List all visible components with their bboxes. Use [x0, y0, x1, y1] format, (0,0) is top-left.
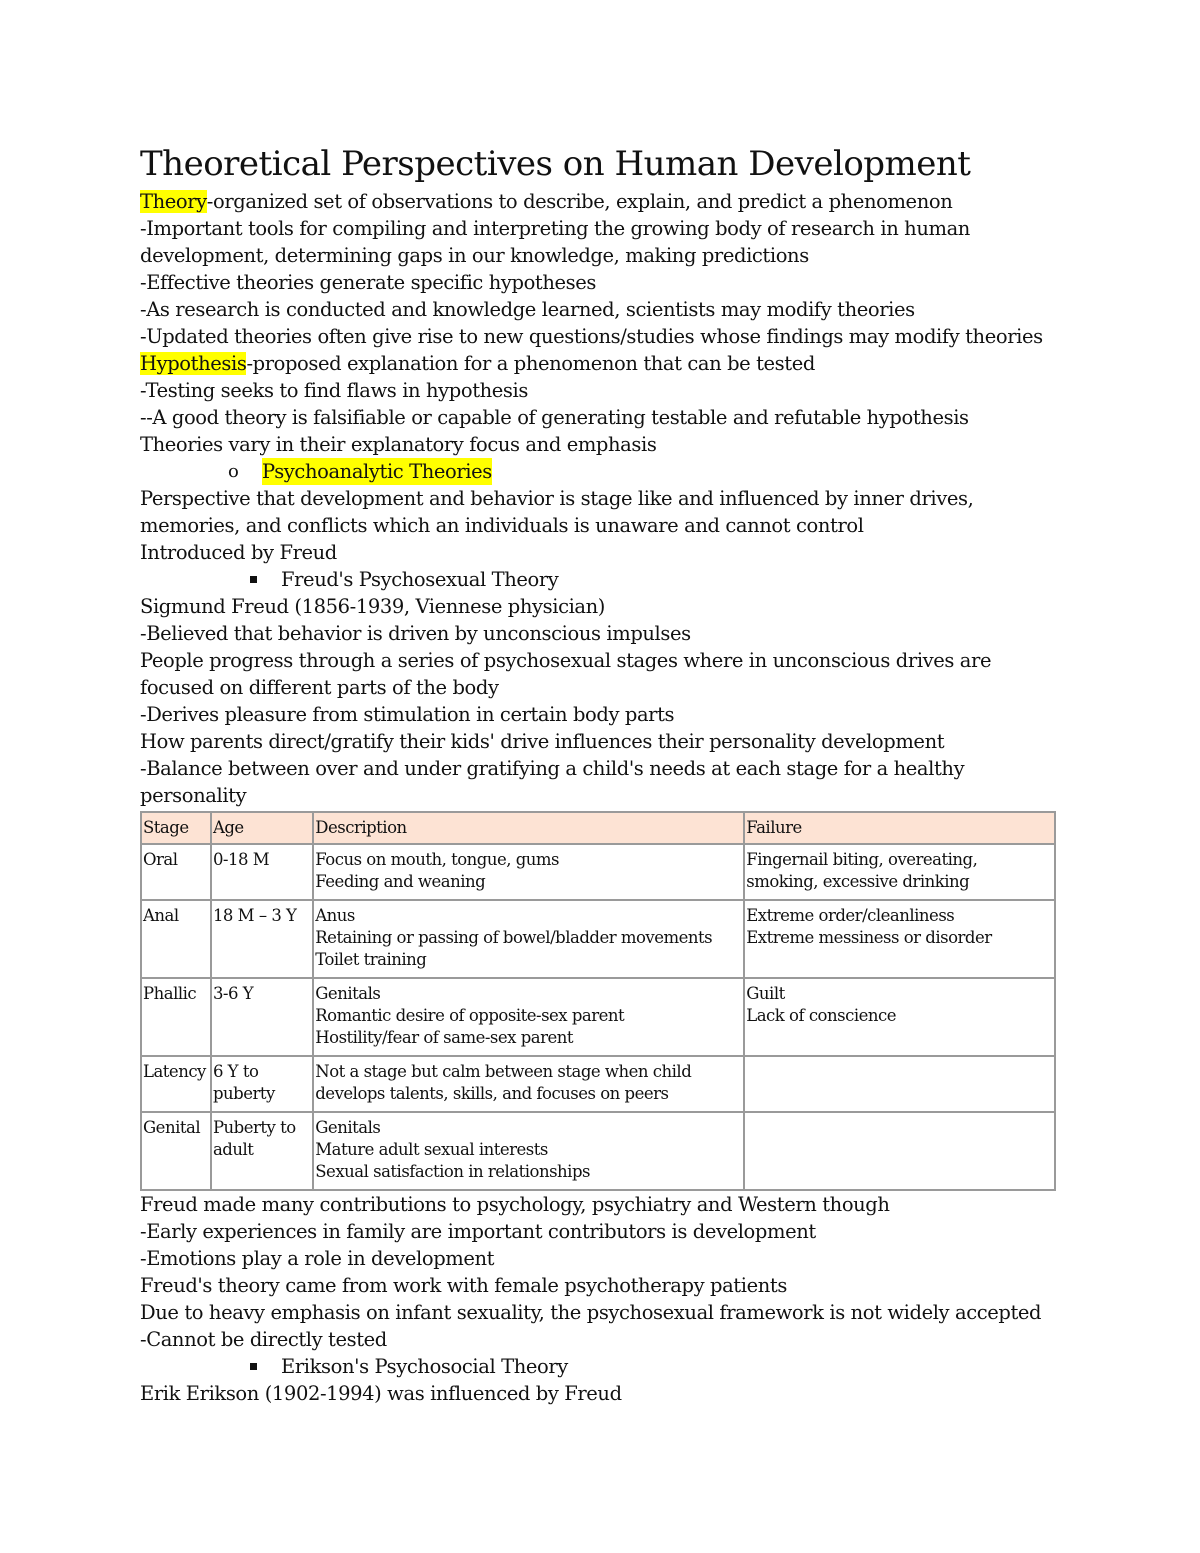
stage-cell: Latency — [141, 1056, 211, 1112]
description-line: Mature adult sexual interests — [315, 1140, 548, 1159]
failure-line: Fingernail biting, overeating, smoking, excessive drinking — [746, 850, 978, 891]
text-line: Freud's theory came from work with female psychotherapy patients — [140, 1274, 787, 1297]
failure-line: Lack of conscience — [746, 1006, 896, 1025]
stage-cell: Phallic — [141, 978, 211, 1056]
failure-cell — [744, 900, 1055, 978]
text-line: How parents direct/gratify their kids' drive influences their personality development — [140, 730, 945, 753]
circle-bullet-icon: o — [228, 461, 239, 482]
text-line: -Testing seeks to find flaws in hypothesis — [140, 379, 528, 402]
text-line: --A good theory is falsifiable or capable of generating testable and refutable hypothesis — [140, 406, 969, 429]
text-line: Freud made many contributions to psychology, psychiatry and Western though — [140, 1193, 890, 1216]
text-line: Theories vary in their explanatory focus and emphasis — [140, 433, 657, 456]
text-line: -Emotions play a role in development — [140, 1247, 495, 1270]
table-row — [141, 900, 1055, 978]
hypothesis-term: Hypothesis — [140, 352, 247, 375]
description-line: Sexual satisfaction in relationships — [315, 1162, 590, 1181]
stage-cell: Genital — [141, 1112, 211, 1190]
age-cell: 0-18 M — [211, 844, 313, 900]
failure-line: Guilt — [746, 984, 785, 1003]
age-cell: Puberty to adult — [211, 1112, 313, 1190]
text-line: People progress through a series of psychosexual stages where in unconscious drives are focused on different parts of the body — [140, 649, 992, 699]
description-line: Focus on mouth, tongue, gums — [315, 850, 560, 869]
description-line: Hostility/fear of same-sex parent — [315, 1028, 574, 1047]
description-cell — [313, 844, 744, 900]
description-cell — [313, 1112, 744, 1190]
text-line: Sigmund Freud (1856-1939, Viennese physician) — [140, 595, 606, 618]
text-line: Perspective that development and behavior is stage like and influenced by inner drives, memories, and conflicts which an individuals is unaware and cannot control — [140, 487, 974, 537]
psychoanalytic-heading — [140, 458, 1060, 485]
text-line: -As research is conducted and knowledge learned, scientists may modify theories — [140, 298, 915, 321]
document-page — [140, 140, 1060, 1407]
freud-heading — [140, 566, 1060, 593]
theory-definition — [140, 188, 1060, 215]
description-line: Toilet training — [315, 950, 427, 969]
freud-heading-text: Freud's Psychosexual Theory — [281, 568, 559, 591]
description-line: Romantic desire of opposite-sex parent — [315, 1006, 625, 1025]
description-line: Not a stage but calm between stage when child develops talents, skills, and focuses on peers — [315, 1062, 692, 1103]
failure-cell — [744, 978, 1055, 1056]
text-line: Erik Erikson (1902-1994) was influenced by Freud — [140, 1382, 622, 1405]
description-cell — [313, 978, 744, 1056]
stage-cell: Oral — [141, 844, 211, 900]
failure-cell — [744, 844, 1055, 900]
description-cell — [313, 1056, 744, 1112]
description-line: Genitals — [315, 1118, 381, 1137]
text-line: -Balance between over and under gratifying a child's needs at each stage for a healthy personality — [140, 757, 965, 807]
text-line: -Believed that behavior is driven by unconscious impulses — [140, 622, 691, 645]
psychoanalytic-heading-text: Psychoanalytic Theories — [262, 460, 492, 483]
text-line: -Important tools for compiling and interpreting the growing body of research in human development, determining gaps in our knowledge, making predictions — [140, 217, 970, 267]
table-header-row — [141, 812, 1055, 844]
age-cell: 6 Y to puberty — [211, 1056, 313, 1112]
age-cell: 18 M – 3 Y — [211, 900, 313, 978]
square-bullet-icon — [250, 1363, 257, 1370]
failure-line: Extreme order/cleanliness — [746, 906, 955, 925]
description-line: Retaining or passing of bowel/bladder movements — [315, 928, 713, 947]
square-bullet-icon — [250, 576, 257, 583]
age-cell: 3-6 Y — [211, 978, 313, 1056]
text-line: Introduced by Freud — [140, 541, 337, 564]
theory-def-text: -organized set of observations to describe, explain, and predict a phenomenon — [206, 190, 953, 213]
header-failure: Failure — [744, 812, 1055, 844]
description-line: Feeding and weaning — [315, 872, 486, 891]
psychosexual-stages-table — [140, 811, 1056, 1191]
header-age: Age — [211, 812, 313, 844]
header-stage: Stage — [141, 812, 211, 844]
page-title: Theoretical Perspectives on Human Development — [140, 144, 971, 184]
table-row — [141, 844, 1055, 900]
header-description: Description — [313, 812, 744, 844]
hypothesis-definition — [140, 350, 1060, 377]
erikson-heading-text: Erikson's Psychosocial Theory — [281, 1355, 568, 1378]
failure-cell — [744, 1056, 1055, 1112]
erikson-heading — [140, 1353, 1060, 1380]
description-line: Genitals — [315, 984, 381, 1003]
text-line: -Derives pleasure from stimulation in certain body parts — [140, 703, 675, 726]
table-row — [141, 1112, 1055, 1190]
text-line: -Updated theories often give rise to new questions/studies whose findings may modify theories — [140, 325, 1043, 348]
hypothesis-def-text: -proposed explanation for a phenomenon that can be tested — [246, 352, 815, 375]
text-line: -Effective theories generate specific hypotheses — [140, 271, 597, 294]
text-line: Due to heavy emphasis on infant sexuality, the psychosexual framework is not widely accepted — [140, 1301, 1042, 1324]
stage-cell: Anal — [141, 900, 211, 978]
table-row — [141, 1056, 1055, 1112]
text-line: -Early experiences in family are important contributors is development — [140, 1220, 816, 1243]
text-line: -Cannot be directly tested — [140, 1328, 387, 1351]
description-cell — [313, 900, 744, 978]
failure-cell — [744, 1112, 1055, 1190]
description-line: Anus — [315, 906, 355, 925]
table-row — [141, 978, 1055, 1056]
theory-term: Theory — [140, 190, 207, 213]
failure-line: Extreme messiness or disorder — [746, 928, 992, 947]
